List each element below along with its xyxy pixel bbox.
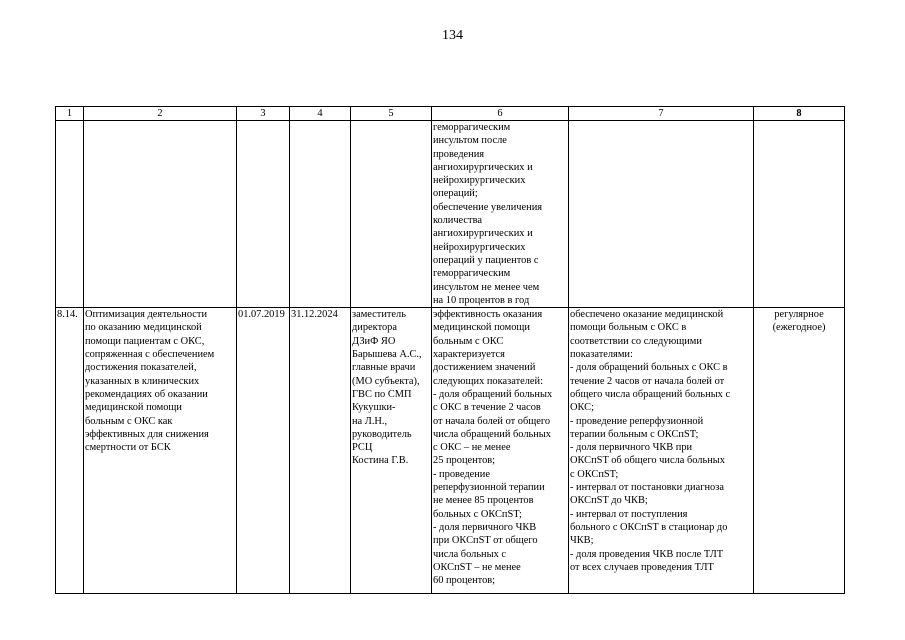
column-header-8: 8 bbox=[754, 107, 845, 121]
cell-activity bbox=[84, 121, 237, 308]
cell-end-date: 31.12.2024 bbox=[290, 308, 351, 594]
cell-start-date: 01.07.2019 bbox=[237, 308, 290, 594]
plan-table bbox=[55, 106, 845, 594]
column-header-1: 1 bbox=[56, 107, 84, 121]
cell-result: обеспечено оказание медицинской помощи больным с ОКС в соответствии со следующими показателями: - доля обращений больных с ОКС в течение 2 часов от начала болей от общего числа обращений больных с ОКС; - проведение реперфузионной терапии больным с ОКСпST; - доля первичного ЧКВ при ОКСпST об общего числа больных с ОКСпST; - интервал от постановки диагноза ОКСпST до ЧКВ; - интервал от поступления больного с ОКСпST в стационар до ЧКВ; - доля проведения ЧКВ после ТЛТ от всех случаев проведения ТЛТ bbox=[569, 308, 754, 594]
page-number: 134 bbox=[442, 28, 463, 43]
column-header-6: 6 bbox=[432, 107, 569, 121]
column-number-header-row bbox=[56, 107, 845, 121]
column-header-2: 2 bbox=[84, 107, 237, 121]
cell-frequency: регулярное (ежегодное) bbox=[754, 308, 845, 594]
cell-number bbox=[56, 121, 84, 308]
column-header-3: 3 bbox=[237, 107, 290, 121]
column-header-7: 7 bbox=[569, 107, 754, 121]
cell-start-date bbox=[237, 121, 290, 308]
cell-activity: Оптимизация деятельности по оказанию медицинской помощи пациентам с ОКС, сопряженная с обеспечением достижения показателей, указанных в клинических рекомендациях об оказании медицинской помощи больным с ОКС как эффективных для снижения смертности от БСК bbox=[84, 308, 237, 594]
column-header-4: 4 bbox=[290, 107, 351, 121]
cell-end-date bbox=[290, 121, 351, 308]
table-row-continuation bbox=[56, 121, 845, 308]
cell-result bbox=[569, 121, 754, 308]
cell-responsible bbox=[351, 121, 432, 308]
table-row-8-14 bbox=[56, 308, 845, 594]
cell-indicators: геморрагическим инсультом после проведения ангиохирургических и нейрохирургических операций; обеспечение увеличения количества ангиохирургических и нейрохирургических операций у пациентов с геморрагическим инсультом не менее чем на 10 процентов в год bbox=[432, 121, 569, 308]
cell-frequency bbox=[754, 121, 845, 308]
cell-indicators: эффективность оказания медицинской помощи больным с ОКС характеризуется достижением значений следующих показателей: - доля обращений больных с ОКС в течение 2 часов от начала болей от общего числа обращений больных с ОКС – не менее 25 процентов; - проведение реперфузионной терапии не менее 85 процентов больных с ОКСпST; - доля первичного ЧКВ при ОКСпST от общего числа больных с ОКСпST – не менее 60 процентов; bbox=[432, 308, 569, 594]
cell-number: 8.14. bbox=[56, 308, 84, 594]
column-header-5: 5 bbox=[351, 107, 432, 121]
cell-responsible: заместитель директора ДЗиФ ЯО Барышева А.С., главные врачи (МО субъекта), ГВС по СМП Кукушки- на Л.Н., руководитель РСЦ Костина Г.В. bbox=[351, 308, 432, 594]
